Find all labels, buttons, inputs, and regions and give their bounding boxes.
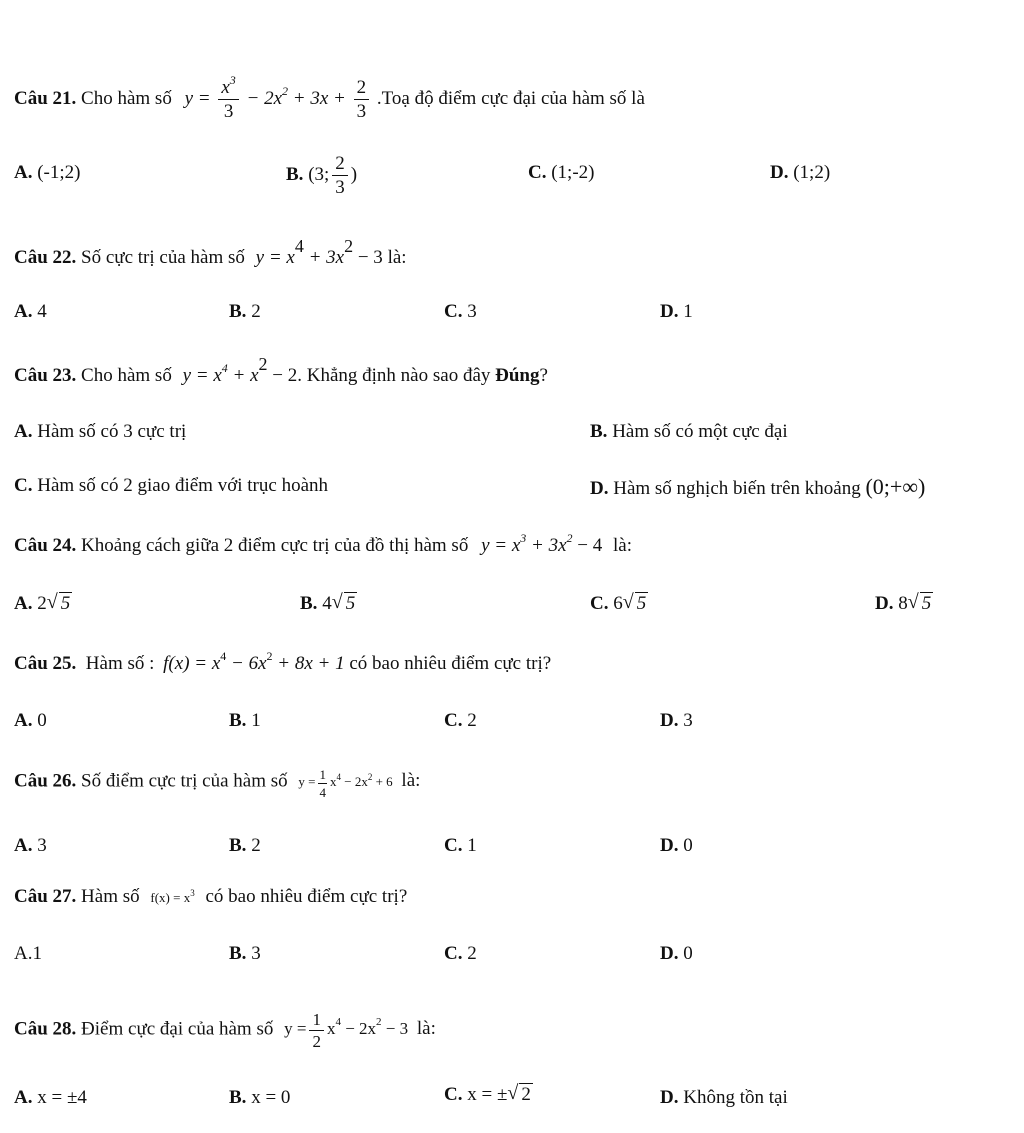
option-a[interactable]: A. 4: [14, 301, 47, 322]
question-text: Cho hàm số: [81, 87, 172, 109]
option-d[interactable]: D. Hàm số nghịch biến trên khoảng (0;+∞): [590, 474, 926, 499]
option-c[interactable]: C. 6√ 5: [590, 594, 648, 613]
option-c[interactable]: C. 1: [444, 835, 477, 856]
question-28: Câu 28. Điểm cực đại của hàm số y = $\frac{1}{2}$ $x^4 - 2x^2 - 3$ là:: [14, 1010, 436, 1051]
formula: $f(x) = x^4 - 6x^2 + 8x + 1$: [163, 649, 345, 674]
formula: $y = x^4 + 3x^2 - 3$: [255, 236, 383, 268]
option-a[interactable]: A. x = ±4: [14, 1087, 87, 1108]
formula: $f(x) = x^3$: [150, 888, 195, 905]
option-b[interactable]: B. 2: [229, 301, 261, 322]
question-number: Câu 21.: [14, 87, 77, 109]
option-c[interactable]: C. 2: [444, 943, 477, 964]
formula: y = $\frac{1}{2}$ $x^4 - 2x^2 - 3$: [284, 1010, 409, 1051]
option-c[interactable]: C. 2: [444, 710, 477, 731]
option-c[interactable]: C. (1;-2): [528, 162, 595, 183]
question-25: Câu 25. Hàm số : $f(x) = x^4 - 6x^2 + 8x + 1$ có bao nhiêu điểm cực trị?: [14, 649, 552, 674]
question-22: Câu 22. Số cực trị của hàm số $y = x^4 + 3x^2 - 3$ là:: [14, 236, 407, 268]
option-c[interactable]: C. 3: [444, 301, 477, 322]
question-text-tail: .Toạ độ điểm cực đại của hàm số là: [376, 87, 645, 109]
question-24: Câu 24. Khoảng cách giữa 2 điểm cực trị của đồ thị hàm số $y = x^3 + 3x^2 - 4$ là:: [14, 531, 633, 556]
option-d[interactable]: D. (1;2): [770, 162, 831, 183]
option-a[interactable]: A. 2√ 5: [14, 594, 72, 613]
option-b[interactable]: B. 1: [229, 710, 261, 731]
option-c[interactable]: C. Hàm số có 2 giao điểm với trục hoành: [14, 475, 328, 496]
option-d[interactable]: D. 0: [660, 835, 693, 856]
question-21: [14, 73, 645, 122]
option-b[interactable]: B. 2: [229, 835, 261, 856]
formula: y = $\frac{1}{4}$ $x^4 - 2x^2 + 6$: [298, 767, 393, 800]
option-d[interactable]: D. 1: [660, 301, 693, 322]
option-a[interactable]: A.1: [14, 943, 42, 964]
option-a[interactable]: A. (-1;2): [14, 162, 81, 183]
option-b[interactable]: B. Hàm số có một cực đại: [590, 421, 788, 442]
option-b[interactable]: B. 4√ 5: [300, 594, 357, 613]
option-c[interactable]: C. x = ±√ 2: [444, 1085, 533, 1104]
formula: y = $\frac{x^3}{3}$ − $2x^2 + 3x$ + $\frac{2}{3}$: [185, 88, 377, 109]
option-b[interactable]: B. 3: [229, 943, 261, 964]
formula: $y = x^3 + 3x^2 - 4$: [481, 531, 603, 556]
question-26: Câu 26. Số điểm cực trị của hàm số y = $\frac{1}{4}$ $x^4 - 2x^2 + 6$ là:: [14, 767, 421, 800]
formula: $y = x^4 + x^2 - 2$: [182, 354, 298, 386]
option-a[interactable]: A. 3: [14, 835, 47, 856]
option-a[interactable]: A. 0: [14, 710, 47, 731]
option-d[interactable]: D. 8√ 5: [875, 594, 933, 613]
option-b[interactable]: B. x = 0: [229, 1087, 291, 1108]
option-d[interactable]: D. 0: [660, 943, 693, 964]
option-a[interactable]: A. Hàm số có 3 cực trị: [14, 421, 187, 442]
question-27: Câu 27. Hàm số $f(x) = x^3$ có bao nhiêu điểm cực trị?: [14, 886, 408, 907]
option-d[interactable]: D. Không tồn tại: [660, 1087, 788, 1108]
option-d[interactable]: D. 3: [660, 710, 693, 731]
option-b[interactable]: B. (3; $\frac{2}{3}$ ): [286, 153, 358, 198]
question-23: Câu 23. Cho hàm số $y = x^4 + x^2 - 2$. Khẳng định nào sao đây Đúng?: [14, 354, 548, 386]
